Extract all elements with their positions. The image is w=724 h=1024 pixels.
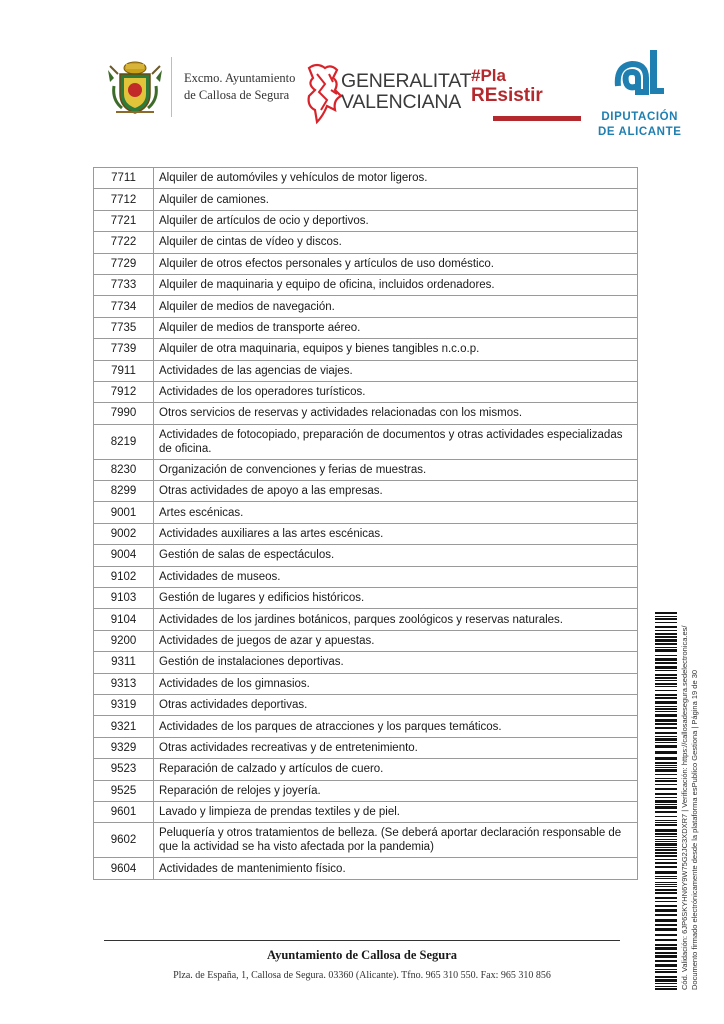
barcode-stripe xyxy=(655,797,677,798)
activity-code-cell: 9102 xyxy=(94,566,154,587)
barcode-stripe xyxy=(655,841,677,842)
table-row xyxy=(94,502,638,523)
activity-description-cell: Peluquería y otros tratamientos de belleza. (Se deberá aportar declaración responsable de que la actividad se ha visto afectada por la pandemia) xyxy=(154,823,638,858)
table-row xyxy=(94,232,638,253)
pla-line-1: #Pla xyxy=(471,66,506,85)
activity-description-cell: Alquiler de camiones. xyxy=(154,189,638,210)
validation-line-1: Cód. Validación: 6JP6SKYHN6Y9W75G2JC3XDXR7 | Verificación: https://callosadesegura.sedelectronica.es/ xyxy=(680,625,689,990)
table-row xyxy=(94,823,638,858)
activity-code-cell: 9104 xyxy=(94,609,154,630)
activity-code-cell: 9525 xyxy=(94,780,154,801)
barcode-stripe xyxy=(655,806,677,809)
barcode-stripe xyxy=(655,697,677,699)
activity-code-cell: 7735 xyxy=(94,317,154,338)
activity-code-cell: 9313 xyxy=(94,673,154,694)
activity-description-cell: Actividades de las agencias de viajes. xyxy=(154,360,638,381)
barcode-stripe xyxy=(655,884,677,885)
table-row xyxy=(94,630,638,651)
barcode-stripe xyxy=(655,886,677,887)
table-row xyxy=(94,210,638,231)
table-row xyxy=(94,253,638,274)
activity-code-cell: 9601 xyxy=(94,801,154,822)
activity-description-cell: Actividades de juegos de azar y apuestas. xyxy=(154,630,638,651)
activity-code-cell: 9604 xyxy=(94,858,154,879)
barcode-stripe xyxy=(655,636,677,638)
activity-description-cell: Gestión de salas de espectáculos. xyxy=(154,545,638,566)
barcode-stripe xyxy=(655,714,677,717)
activity-code-cell: 7712 xyxy=(94,189,154,210)
activity-code-cell: 7912 xyxy=(94,381,154,402)
generalitat-line-2: VALENCIANA xyxy=(341,91,462,113)
table-row xyxy=(94,189,638,210)
barcode-stripe xyxy=(655,892,677,894)
activity-code-cell: 9319 xyxy=(94,694,154,715)
barcode-stripe xyxy=(655,643,677,645)
barcode-stripe xyxy=(655,919,677,922)
table-row xyxy=(94,360,638,381)
activity-code-cell: 9004 xyxy=(94,545,154,566)
table-row xyxy=(94,274,638,295)
activity-code-cell: 9311 xyxy=(94,652,154,673)
barcode-stripe xyxy=(655,897,677,899)
activity-description-cell: Alquiler de artículos de ocio y deportivos. xyxy=(154,210,638,231)
barcode-stripe xyxy=(655,964,677,967)
barcode-stripe xyxy=(655,843,677,846)
barcode-stripe xyxy=(655,662,677,664)
barcode-stripe xyxy=(655,889,677,891)
activity-code-cell: 7734 xyxy=(94,296,154,317)
activity-codes-table xyxy=(93,167,638,880)
barcode-stripe xyxy=(655,905,677,907)
table-row xyxy=(94,858,638,879)
activity-code-cell: 7739 xyxy=(94,339,154,360)
barcode-stripe xyxy=(655,986,677,987)
barcode-stripe xyxy=(655,824,677,826)
barcode-stripe xyxy=(655,800,677,803)
activity-code-cell: 8230 xyxy=(94,459,154,480)
barcode-stripe xyxy=(655,677,677,679)
validation-line-2: Documento firmado electrónicamente desde la plataforma esPublico Gestiona | Página 19 de 30 xyxy=(689,669,699,990)
ayuntamiento-heading xyxy=(184,70,295,104)
table-row xyxy=(94,716,638,737)
barcode-stripe xyxy=(655,701,677,704)
barcode-stripe xyxy=(655,882,677,883)
table-row xyxy=(94,759,638,780)
barcode-stripe xyxy=(655,622,677,623)
barcode-stripe xyxy=(655,839,677,840)
barcode-stripe xyxy=(655,719,677,722)
table-row xyxy=(94,168,638,189)
barcode-stripe xyxy=(655,780,677,782)
barcode-stripe xyxy=(655,738,677,741)
barcode-stripe xyxy=(655,849,677,851)
activity-description-cell: Otras actividades de apoyo a las empresas. xyxy=(154,481,638,502)
generalitat-wordmark xyxy=(341,71,471,113)
barcode-stripe xyxy=(655,788,677,790)
table-row xyxy=(94,673,638,694)
table-row xyxy=(94,459,638,480)
activity-description-cell: Gestión de lugares y edificios históricos. xyxy=(154,588,638,609)
barcode-stripe xyxy=(655,909,677,912)
barcode-stripe xyxy=(655,616,677,617)
barcode-stripe xyxy=(655,708,677,710)
activity-description-cell: Alquiler de medios de transporte aéreo. xyxy=(154,317,638,338)
table-row xyxy=(94,566,638,587)
barcode-stripe xyxy=(655,901,677,902)
barcode-stripe xyxy=(655,793,677,795)
barcode-stripe xyxy=(655,862,677,864)
activity-codes-body xyxy=(94,168,638,880)
barcode-stripe xyxy=(655,778,677,779)
barcode-stripe xyxy=(655,774,677,775)
barcode-stripe xyxy=(655,829,677,832)
barcode-stripe xyxy=(655,666,677,669)
footer-title: Ayuntamiento de Callosa de Segura xyxy=(266,948,458,962)
barcode-stripe xyxy=(655,711,677,712)
table-row xyxy=(94,296,638,317)
activity-code-cell: 8299 xyxy=(94,481,154,502)
activity-description-cell: Lavado y limpieza de prendas textiles y de piel. xyxy=(154,801,638,822)
activity-code-cell: 9200 xyxy=(94,630,154,651)
activity-code-cell: 7721 xyxy=(94,210,154,231)
barcode-stripe xyxy=(655,924,677,926)
barcode-stripe xyxy=(655,727,677,729)
barcode-stripe xyxy=(655,765,677,766)
activity-description-cell: Alquiler de maquinaria y equipo de oficina, incluidos ordenadores. xyxy=(154,274,638,295)
activity-description-cell: Actividades auxiliares a las artes escénicas. xyxy=(154,523,638,544)
validation-text xyxy=(680,610,699,990)
barcode-stripe xyxy=(655,914,677,916)
barcode-stripe xyxy=(655,630,677,631)
table-row xyxy=(94,801,638,822)
pla-resistir-logo xyxy=(471,66,543,107)
barcode-stripe xyxy=(655,683,677,685)
activity-code-cell: 7722 xyxy=(94,232,154,253)
barcode-stripe xyxy=(655,855,677,857)
barcode-stripe xyxy=(655,934,677,936)
barcode-stripe xyxy=(655,732,677,734)
activity-description-cell: Alquiler de otra maquinaria, equipos y bienes tangibles n.c.o.p. xyxy=(154,339,638,360)
table-row xyxy=(94,424,638,459)
barcode-stripe xyxy=(655,816,677,817)
barcode-stripe xyxy=(655,876,677,877)
activity-description-cell: Actividades de mantenimiento físico. xyxy=(154,858,638,879)
table-row xyxy=(94,381,638,402)
activity-description-cell: Actividades de fotocopiado, preparación de documentos y otras actividades especializadas de oficina. xyxy=(154,424,638,459)
barcode-stripe xyxy=(655,866,677,868)
activity-code-cell: 9602 xyxy=(94,823,154,858)
barcode-stripe xyxy=(655,742,677,743)
diputacion-alicante-logo xyxy=(612,46,666,100)
footer-address: Plza. de España, 1, Callosa de Segura. 03360 (Alicante). Tfno. 965 310 550. Fax: 965 310 856 xyxy=(173,970,551,981)
activity-code-cell: 7911 xyxy=(94,360,154,381)
barcode-stripe xyxy=(655,690,677,691)
activity-code-cell: 9321 xyxy=(94,716,154,737)
footer-rule xyxy=(104,940,620,941)
activity-description-cell: Gestión de instalaciones deportivas. xyxy=(154,652,638,673)
table-row xyxy=(94,652,638,673)
table-row xyxy=(94,403,638,424)
diputacion-line-2: DE ALICANTE xyxy=(598,126,682,138)
barcode-stripe xyxy=(655,878,677,879)
activity-description-cell: Alquiler de cintas de vídeo y discos. xyxy=(154,232,638,253)
ayuntamiento-line-1: Excmo. Ayuntamiento xyxy=(184,71,296,85)
table-row xyxy=(94,780,638,801)
barcode-stripe xyxy=(655,751,677,754)
barcode-stripe xyxy=(655,647,677,648)
pla-line-2: REsistir xyxy=(471,85,543,106)
table-row xyxy=(94,339,638,360)
activity-description-cell: Otros servicios de reservas y actividades relacionadas con los mismos. xyxy=(154,403,638,424)
barcode-stripe xyxy=(655,988,677,990)
activity-code-cell: 9329 xyxy=(94,737,154,758)
barcode-stripe xyxy=(655,784,677,785)
activity-code-cell: 7729 xyxy=(94,253,154,274)
barcode-stripe xyxy=(655,694,677,696)
barcode-stripe xyxy=(655,745,677,748)
validation-barcode xyxy=(655,612,677,990)
barcode-stripe xyxy=(655,804,677,805)
ayuntamiento-line-2: de Callosa de Segura xyxy=(184,88,290,102)
callosa-crest-logo xyxy=(104,56,166,118)
barcode-stripe xyxy=(655,928,677,931)
table-row xyxy=(94,545,638,566)
activity-code-cell: 7990 xyxy=(94,403,154,424)
activity-code-cell: 7711 xyxy=(94,168,154,189)
barcode-stripe xyxy=(655,822,677,823)
table-row xyxy=(94,588,638,609)
barcode-stripe xyxy=(655,767,677,768)
table-row xyxy=(94,317,638,338)
header-separator xyxy=(171,57,172,117)
barcode-stripe xyxy=(655,757,677,760)
activity-description-cell: Actividades de los gimnasios. xyxy=(154,673,638,694)
table-row xyxy=(94,523,638,544)
barcode-stripe xyxy=(655,723,677,725)
table-row xyxy=(94,481,638,502)
barcode-stripe xyxy=(655,649,677,652)
barcode-stripe xyxy=(655,639,677,642)
activity-description-cell: Reparación de calzado y artículos de cuero. xyxy=(154,759,638,780)
activity-description-cell: Organización de convenciones y ferias de muestras. xyxy=(154,459,638,480)
activity-description-cell: Actividades de los operadores turísticos. xyxy=(154,381,638,402)
activity-description-cell: Actividades de museos. xyxy=(154,566,638,587)
activity-description-cell: Artes escénicas. xyxy=(154,502,638,523)
barcode-stripe xyxy=(655,939,677,941)
barcode-stripe xyxy=(655,836,677,837)
activity-code-cell: 9103 xyxy=(94,588,154,609)
barcode-stripe xyxy=(655,859,677,860)
table-row xyxy=(94,609,638,630)
table-row xyxy=(94,737,638,758)
activity-code-cell: 8219 xyxy=(94,424,154,459)
activity-code-cell: 9523 xyxy=(94,759,154,780)
barcode-stripe xyxy=(655,833,677,835)
barcode-stripe xyxy=(655,658,677,661)
barcode-stripe xyxy=(655,706,677,707)
barcode-stripe xyxy=(655,736,677,737)
activity-description-cell: Otras actividades deportivas. xyxy=(154,694,638,715)
activity-description-cell: Otras actividades recreativas y de entretenimiento. xyxy=(154,737,638,758)
activity-code-cell: 9001 xyxy=(94,502,154,523)
barcode-stripe xyxy=(655,670,677,671)
barcode-stripe xyxy=(655,686,677,687)
barcode-stripe xyxy=(655,626,677,628)
barcode-stripe xyxy=(655,811,677,813)
barcode-stripe xyxy=(655,674,677,676)
barcode-stripe xyxy=(655,820,677,821)
page-header xyxy=(0,0,724,140)
barcode-stripe xyxy=(655,983,677,984)
barcode-stripe xyxy=(655,852,677,854)
barcode-stripe xyxy=(655,762,677,764)
pla-underline-bar xyxy=(493,116,581,121)
diputacion-wordmark xyxy=(598,110,681,140)
diputacion-line-1: DIPUTACIÓN xyxy=(601,111,679,123)
barcode-stripe xyxy=(655,612,677,614)
barcode-stripe xyxy=(655,871,677,874)
activity-description-cell: Alquiler de automóviles y vehículos de motor ligeros. xyxy=(154,168,638,189)
table-row xyxy=(94,694,638,715)
barcode-stripe xyxy=(655,847,677,848)
barcode-stripe xyxy=(655,680,677,681)
activity-code-cell: 9002 xyxy=(94,523,154,544)
barcode-stripe xyxy=(655,944,677,946)
barcode-stripe xyxy=(655,618,677,620)
activity-code-cell: 7733 xyxy=(94,274,154,295)
activity-description-cell: Alquiler de otros efectos personales y artículos de uso doméstico. xyxy=(154,253,638,274)
generalitat-line-1: GENERALITAT xyxy=(341,70,472,92)
barcode-stripe xyxy=(655,633,677,635)
barcode-stripe xyxy=(655,655,677,656)
activity-description-cell: Alquiler de medios de navegación. xyxy=(154,296,638,317)
activity-description-cell: Actividades de los parques de atracciones y los parques temáticos. xyxy=(154,716,638,737)
activity-description-cell: Actividades de los jardines botánicos, parques zoológicos y reservas naturales. xyxy=(154,609,638,630)
barcode-stripe xyxy=(655,769,677,772)
activity-description-cell: Reparación de relojes y joyería. xyxy=(154,780,638,801)
